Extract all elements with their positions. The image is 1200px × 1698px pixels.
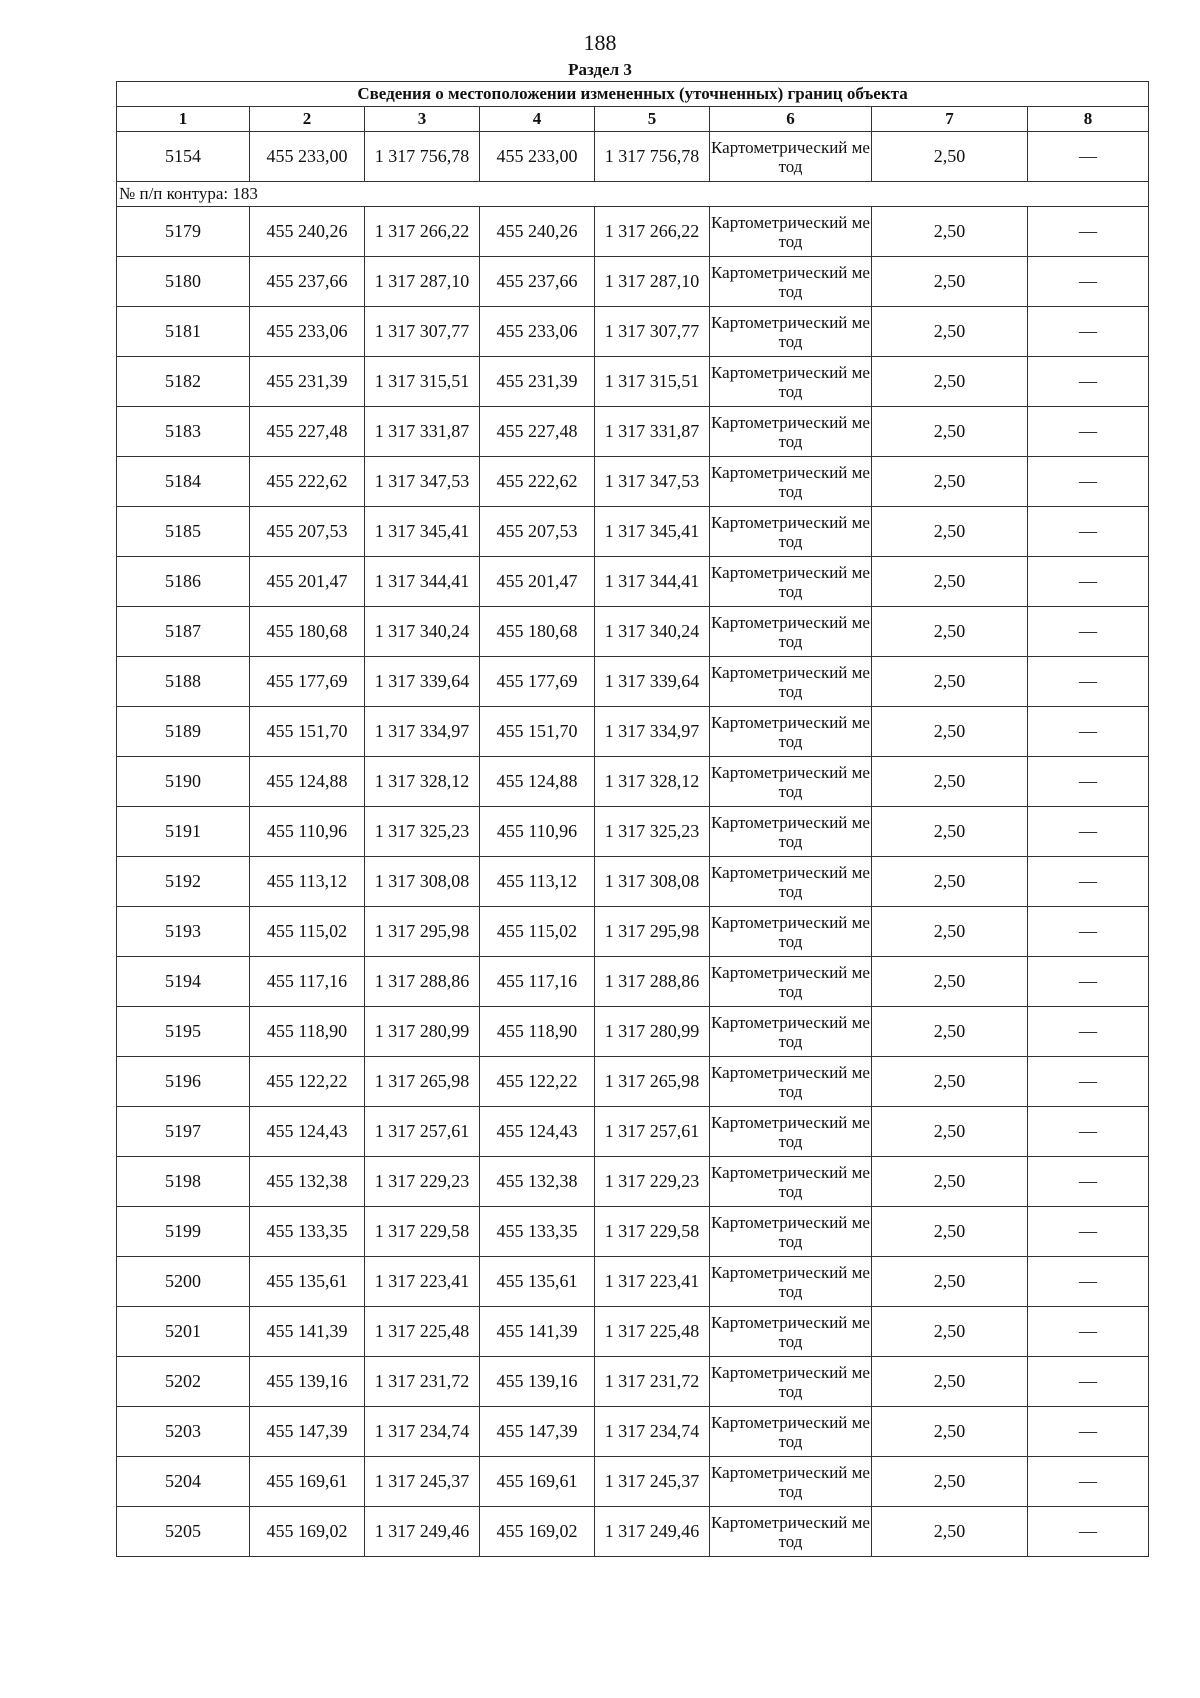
description-cell: — — [1028, 257, 1149, 307]
accuracy-cell: 2,50 — [872, 507, 1028, 557]
coordinate-cell: 455 233,06 — [250, 307, 365, 357]
point-number-cell: 5203 — [117, 1407, 250, 1457]
point-number-cell: 5193 — [117, 907, 250, 957]
coordinate-cell: 1 317 229,58 — [365, 1207, 480, 1257]
accuracy-cell: 2,50 — [872, 1307, 1028, 1357]
description-cell: — — [1028, 357, 1149, 407]
point-number-cell: 5204 — [117, 1457, 250, 1507]
coordinate-cell: 1 317 287,10 — [365, 257, 480, 307]
point-number-cell: 5198 — [117, 1157, 250, 1207]
coordinate-cell: 455 135,61 — [250, 1257, 365, 1307]
coordinate-cell: 455 124,43 — [480, 1107, 595, 1157]
column-header: 6 — [710, 107, 872, 132]
coordinate-cell: 455 147,39 — [480, 1407, 595, 1457]
table-row — [117, 957, 1149, 1007]
description-cell: — — [1028, 132, 1149, 182]
table-row — [117, 1507, 1149, 1557]
description-cell: — — [1028, 957, 1149, 1007]
coordinate-cell: 1 317 334,97 — [365, 707, 480, 757]
point-number-cell: 5185 — [117, 507, 250, 557]
coordinate-cell: 1 317 231,72 — [365, 1357, 480, 1407]
coordinate-cell: 455 147,39 — [250, 1407, 365, 1457]
description-cell: — — [1028, 1007, 1149, 1057]
coordinate-cell: 455 118,90 — [250, 1007, 365, 1057]
coordinate-cell: 1 317 339,64 — [365, 657, 480, 707]
coordinate-cell: 455 222,62 — [250, 457, 365, 507]
accuracy-cell: 2,50 — [872, 707, 1028, 757]
accuracy-cell: 2,50 — [872, 357, 1028, 407]
point-number-cell: 5182 — [117, 357, 250, 407]
contour-row — [117, 182, 1149, 207]
coordinate-cell: 1 317 249,46 — [595, 1507, 710, 1557]
table-row — [117, 1257, 1149, 1307]
coordinate-cell: 455 151,70 — [250, 707, 365, 757]
table-row — [117, 1407, 1149, 1457]
coordinate-cell: 455 233,06 — [480, 307, 595, 357]
coordinate-cell: 1 317 225,48 — [365, 1307, 480, 1357]
column-header: 4 — [480, 107, 595, 132]
method-cell: Картометрический метод — [710, 1057, 872, 1107]
point-number-cell: 5179 — [117, 207, 250, 257]
table-row — [117, 207, 1149, 257]
coordinate-cell: 455 177,69 — [480, 657, 595, 707]
coordinate-cell: 1 317 307,77 — [595, 307, 710, 357]
coordinate-cell: 455 240,26 — [250, 207, 365, 257]
coordinate-cell: 455 180,68 — [250, 607, 365, 657]
description-cell: — — [1028, 807, 1149, 857]
coordinate-cell: 455 113,12 — [480, 857, 595, 907]
coordinate-cell: 455 207,53 — [480, 507, 595, 557]
coordinate-cell: 1 317 308,08 — [595, 857, 710, 907]
coordinate-cell: 455 141,39 — [480, 1307, 595, 1357]
coordinate-cell: 1 317 344,41 — [595, 557, 710, 607]
coordinate-cell: 1 317 331,87 — [365, 407, 480, 457]
coordinate-cell: 1 317 231,72 — [595, 1357, 710, 1407]
coordinate-cell: 1 317 331,87 — [595, 407, 710, 457]
coordinate-cell: 1 317 340,24 — [365, 607, 480, 657]
method-cell: Картометрический метод — [710, 1457, 872, 1507]
coordinate-cell: 1 317 315,51 — [365, 357, 480, 407]
coordinate-cell: 1 317 308,08 — [365, 857, 480, 907]
accuracy-cell: 2,50 — [872, 1257, 1028, 1307]
coordinate-cell: 455 132,38 — [480, 1157, 595, 1207]
description-cell: — — [1028, 207, 1149, 257]
table-row — [117, 1357, 1149, 1407]
point-number-cell: 5200 — [117, 1257, 250, 1307]
coordinate-cell: 1 317 347,53 — [365, 457, 480, 507]
point-number-cell: 5191 — [117, 807, 250, 857]
description-cell: — — [1028, 1057, 1149, 1107]
coordinate-cell: 455 177,69 — [250, 657, 365, 707]
coordinate-cell: 455 132,38 — [250, 1157, 365, 1207]
coordinate-cell: 455 124,88 — [250, 757, 365, 807]
coordinate-cell: 1 317 265,98 — [365, 1057, 480, 1107]
coordinate-cell: 455 201,47 — [250, 557, 365, 607]
accuracy-cell: 2,50 — [872, 257, 1028, 307]
coordinate-cell: 455 151,70 — [480, 707, 595, 757]
coordinate-cell: 455 237,66 — [480, 257, 595, 307]
accuracy-cell: 2,50 — [872, 457, 1028, 507]
accuracy-cell: 2,50 — [872, 807, 1028, 857]
method-cell: Картометрический метод — [710, 1507, 872, 1557]
coordinate-cell: 455 237,66 — [250, 257, 365, 307]
method-cell: Картометрический метод — [710, 807, 872, 857]
coordinate-cell: 1 317 234,74 — [365, 1407, 480, 1457]
table-row — [117, 132, 1149, 182]
coordinate-cell: 1 317 334,97 — [595, 707, 710, 757]
point-number-cell: 5154 — [117, 132, 250, 182]
coordinate-cell: 1 317 344,41 — [365, 557, 480, 607]
coordinate-cell: 455 227,48 — [250, 407, 365, 457]
table-row — [117, 657, 1149, 707]
coordinate-cell: 1 317 280,99 — [595, 1007, 710, 1057]
method-cell: Картометрический метод — [710, 1207, 872, 1257]
coordinate-cell: 455 139,16 — [250, 1357, 365, 1407]
description-cell: — — [1028, 1307, 1149, 1357]
table-row — [117, 1057, 1149, 1107]
coordinate-cell: 1 317 345,41 — [365, 507, 480, 557]
coordinate-cell: 455 169,61 — [480, 1457, 595, 1507]
description-cell: — — [1028, 557, 1149, 607]
coordinate-cell: 455 117,16 — [480, 957, 595, 1007]
coordinate-cell: 1 317 266,22 — [595, 207, 710, 257]
description-cell: — — [1028, 1407, 1149, 1457]
boundary-coordinates-table — [116, 81, 1149, 1557]
coordinate-cell: 455 139,16 — [480, 1357, 595, 1407]
coordinate-cell: 1 317 756,78 — [595, 132, 710, 182]
description-cell: — — [1028, 757, 1149, 807]
accuracy-cell: 2,50 — [872, 1107, 1028, 1157]
table-row — [117, 757, 1149, 807]
point-number-cell: 5184 — [117, 457, 250, 507]
description-cell: — — [1028, 1107, 1149, 1157]
table-row — [117, 607, 1149, 657]
table-row — [117, 1157, 1149, 1207]
method-cell: Картометрический метод — [710, 607, 872, 657]
contour-label: № п/п контура: 183 — [117, 182, 1149, 207]
coordinate-cell: 1 317 295,98 — [365, 907, 480, 957]
accuracy-cell: 2,50 — [872, 1357, 1028, 1407]
accuracy-cell: 2,50 — [872, 1407, 1028, 1457]
table-row — [117, 407, 1149, 457]
method-cell: Картометрический метод — [710, 857, 872, 907]
accuracy-cell: 2,50 — [872, 1007, 1028, 1057]
description-cell: — — [1028, 607, 1149, 657]
coordinate-cell: 455 233,00 — [480, 132, 595, 182]
description-cell: — — [1028, 457, 1149, 507]
coordinate-cell: 455 113,12 — [250, 857, 365, 907]
coordinate-cell: 1 317 266,22 — [365, 207, 480, 257]
coordinate-cell: 455 169,61 — [250, 1457, 365, 1507]
method-cell: Картометрический метод — [710, 707, 872, 757]
coordinate-cell: 455 201,47 — [480, 557, 595, 607]
point-number-cell: 5188 — [117, 657, 250, 707]
coordinate-cell: 1 317 265,98 — [595, 1057, 710, 1107]
coordinate-cell: 455 133,35 — [250, 1207, 365, 1257]
coordinate-cell: 455 169,02 — [480, 1507, 595, 1557]
coordinate-cell: 455 133,35 — [480, 1207, 595, 1257]
method-cell: Картометрический метод — [710, 1107, 872, 1157]
description-cell: — — [1028, 657, 1149, 707]
method-cell: Картометрический метод — [710, 507, 872, 557]
accuracy-cell: 2,50 — [872, 207, 1028, 257]
column-header: 1 — [117, 107, 250, 132]
coordinate-cell: 1 317 307,77 — [365, 307, 480, 357]
coordinate-cell: 455 115,02 — [250, 907, 365, 957]
method-cell: Картометрический метод — [710, 1357, 872, 1407]
column-header: 5 — [595, 107, 710, 132]
coordinate-cell: 1 317 325,23 — [595, 807, 710, 857]
point-number-cell: 5197 — [117, 1107, 250, 1157]
method-cell: Картометрический метод — [710, 257, 872, 307]
method-cell: Картометрический метод — [710, 557, 872, 607]
coordinate-cell: 1 317 245,37 — [595, 1457, 710, 1507]
accuracy-cell: 2,50 — [872, 1207, 1028, 1257]
description-cell: — — [1028, 707, 1149, 757]
coordinate-cell: 455 222,62 — [480, 457, 595, 507]
column-header: 3 — [365, 107, 480, 132]
coordinate-cell: 455 141,39 — [250, 1307, 365, 1357]
table-row — [117, 357, 1149, 407]
method-cell: Картометрический метод — [710, 307, 872, 357]
table-row — [117, 1107, 1149, 1157]
accuracy-cell: 2,50 — [872, 957, 1028, 1007]
coordinate-cell: 1 317 315,51 — [595, 357, 710, 407]
point-number-cell: 5180 — [117, 257, 250, 307]
method-cell: Картометрический метод — [710, 457, 872, 507]
coordinate-cell: 1 317 328,12 — [365, 757, 480, 807]
accuracy-cell: 2,50 — [872, 1507, 1028, 1557]
method-cell: Картометрический метод — [710, 657, 872, 707]
coordinate-cell: 1 317 229,58 — [595, 1207, 710, 1257]
point-number-cell: 5192 — [117, 857, 250, 907]
description-cell: — — [1028, 1507, 1149, 1557]
coordinate-cell: 1 317 249,46 — [365, 1507, 480, 1557]
coordinate-cell: 1 317 229,23 — [365, 1157, 480, 1207]
description-cell: — — [1028, 507, 1149, 557]
point-number-cell: 5186 — [117, 557, 250, 607]
coordinate-cell: 1 317 223,41 — [595, 1257, 710, 1307]
method-cell: Картометрический метод — [710, 357, 872, 407]
coordinate-cell: 1 317 347,53 — [595, 457, 710, 507]
method-cell: Картометрический метод — [710, 132, 872, 182]
accuracy-cell: 2,50 — [872, 907, 1028, 957]
coordinate-cell: 1 317 339,64 — [595, 657, 710, 707]
coordinate-cell: 455 231,39 — [250, 357, 365, 407]
method-cell: Картометрический метод — [710, 1257, 872, 1307]
point-number-cell: 5195 — [117, 1007, 250, 1057]
coordinate-cell: 455 110,96 — [480, 807, 595, 857]
coordinate-cell: 1 317 225,48 — [595, 1307, 710, 1357]
coordinate-cell: 1 317 287,10 — [595, 257, 710, 307]
method-cell: Картометрический метод — [710, 1157, 872, 1207]
description-cell: — — [1028, 907, 1149, 957]
accuracy-cell: 2,50 — [872, 757, 1028, 807]
point-number-cell: 5194 — [117, 957, 250, 1007]
coordinate-cell: 1 317 328,12 — [595, 757, 710, 807]
coordinate-cell: 1 317 325,23 — [365, 807, 480, 857]
description-cell: — — [1028, 1207, 1149, 1257]
table-row — [117, 257, 1149, 307]
point-number-cell: 5196 — [117, 1057, 250, 1107]
table-caption: Сведения о местоположении измененных (уточненных) границ объекта — [117, 82, 1149, 107]
method-cell: Картометрический метод — [710, 1307, 872, 1357]
table-row — [117, 907, 1149, 957]
accuracy-cell: 2,50 — [872, 1157, 1028, 1207]
coordinate-cell: 455 231,39 — [480, 357, 595, 407]
table-row — [117, 1457, 1149, 1507]
coordinate-cell: 455 124,88 — [480, 757, 595, 807]
accuracy-cell: 2,50 — [872, 407, 1028, 457]
coordinate-cell: 1 317 280,99 — [365, 1007, 480, 1057]
column-header: 2 — [250, 107, 365, 132]
coordinate-cell: 1 317 229,23 — [595, 1157, 710, 1207]
accuracy-cell: 2,50 — [872, 1057, 1028, 1107]
method-cell: Картометрический метод — [710, 407, 872, 457]
point-number-cell: 5190 — [117, 757, 250, 807]
coordinate-cell: 455 122,22 — [480, 1057, 595, 1107]
coordinate-cell: 455 118,90 — [480, 1007, 595, 1057]
method-cell: Картометрический метод — [710, 907, 872, 957]
table-row — [117, 807, 1149, 857]
coordinate-cell: 1 317 295,98 — [595, 907, 710, 957]
coordinate-cell: 455 135,61 — [480, 1257, 595, 1307]
column-header: 8 — [1028, 107, 1149, 132]
point-number-cell: 5189 — [117, 707, 250, 757]
description-cell: — — [1028, 1357, 1149, 1407]
description-cell: — — [1028, 857, 1149, 907]
coordinate-cell: 455 115,02 — [480, 907, 595, 957]
point-number-cell: 5183 — [117, 407, 250, 457]
method-cell: Картометрический метод — [710, 957, 872, 1007]
coordinate-cell: 455 227,48 — [480, 407, 595, 457]
description-cell: — — [1028, 407, 1149, 457]
coordinate-cell: 455 117,16 — [250, 957, 365, 1007]
point-number-cell: 5202 — [117, 1357, 250, 1407]
coordinate-cell: 455 207,53 — [250, 507, 365, 557]
column-header: 7 — [872, 107, 1028, 132]
accuracy-cell: 2,50 — [872, 657, 1028, 707]
accuracy-cell: 2,50 — [872, 857, 1028, 907]
coordinate-cell: 1 317 756,78 — [365, 132, 480, 182]
coordinate-cell: 1 317 288,86 — [365, 957, 480, 1007]
description-cell: — — [1028, 1257, 1149, 1307]
table-row — [117, 307, 1149, 357]
table-row — [117, 507, 1149, 557]
coordinate-cell: 1 317 245,37 — [365, 1457, 480, 1507]
coordinate-cell: 455 233,00 — [250, 132, 365, 182]
column-header-row — [117, 107, 1149, 132]
coordinate-cell: 455 240,26 — [480, 207, 595, 257]
coordinate-cell: 1 317 234,74 — [595, 1407, 710, 1457]
accuracy-cell: 2,50 — [872, 1457, 1028, 1507]
description-cell: — — [1028, 1457, 1149, 1507]
table-row — [117, 1007, 1149, 1057]
coordinate-cell: 1 317 345,41 — [595, 507, 710, 557]
accuracy-cell: 2,50 — [872, 132, 1028, 182]
coordinate-cell: 1 317 223,41 — [365, 1257, 480, 1307]
accuracy-cell: 2,50 — [872, 607, 1028, 657]
method-cell: Картометрический метод — [710, 1407, 872, 1457]
table-row — [117, 857, 1149, 907]
point-number-cell: 5205 — [117, 1507, 250, 1557]
point-number-cell: 5187 — [117, 607, 250, 657]
table-row — [117, 707, 1149, 757]
point-number-cell: 5181 — [117, 307, 250, 357]
coordinate-cell: 455 124,43 — [250, 1107, 365, 1157]
description-cell: — — [1028, 307, 1149, 357]
point-number-cell: 5201 — [117, 1307, 250, 1357]
page-number: 188 — [583, 30, 617, 55]
accuracy-cell: 2,50 — [872, 307, 1028, 357]
table-row — [117, 1207, 1149, 1257]
section-title: Раздел 3 — [568, 60, 632, 79]
coordinate-cell: 455 110,96 — [250, 807, 365, 857]
table-row — [117, 457, 1149, 507]
coordinate-cell: 1 317 340,24 — [595, 607, 710, 657]
coordinate-cell: 1 317 257,61 — [595, 1107, 710, 1157]
table-row — [117, 557, 1149, 607]
coordinate-cell: 455 122,22 — [250, 1057, 365, 1107]
method-cell: Картометрический метод — [710, 207, 872, 257]
method-cell: Картометрический метод — [710, 757, 872, 807]
method-cell: Картометрический метод — [710, 1007, 872, 1057]
table-row — [117, 1307, 1149, 1357]
accuracy-cell: 2,50 — [872, 557, 1028, 607]
point-number-cell: 5199 — [117, 1207, 250, 1257]
description-cell: — — [1028, 1157, 1149, 1207]
coordinate-cell: 455 169,02 — [250, 1507, 365, 1557]
coordinate-cell: 1 317 288,86 — [595, 957, 710, 1007]
coordinate-cell: 455 180,68 — [480, 607, 595, 657]
coordinate-cell: 1 317 257,61 — [365, 1107, 480, 1157]
